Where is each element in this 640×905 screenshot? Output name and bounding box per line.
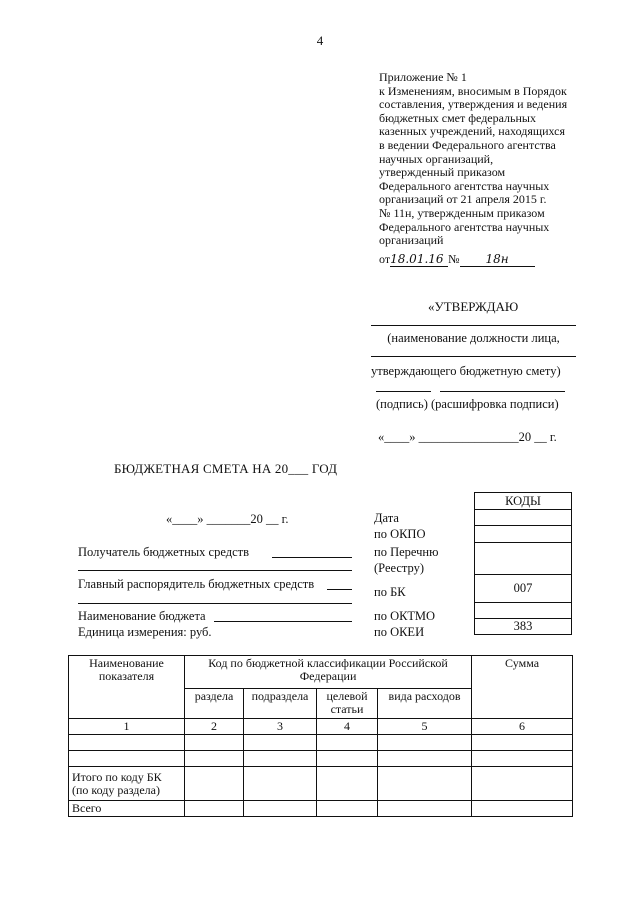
- order-reference: [379, 252, 535, 267]
- col-number: 5: [378, 719, 472, 735]
- code-label-okei: по ОКЕИ: [374, 625, 425, 639]
- col-header-sum: Сумма: [472, 656, 573, 719]
- approval-line: [371, 356, 576, 357]
- appendix-line: казенных учреждений, находящихся: [379, 124, 566, 139]
- page-number: 4: [316, 33, 324, 48]
- approval-line: [371, 325, 576, 326]
- budget-name-label: Наименование бюджета: [78, 609, 206, 623]
- col-header-code-group: Код по бюджетной классификации Российской Федерации: [185, 656, 472, 689]
- col-number: 2: [185, 719, 244, 735]
- signature-decoding-line: [440, 391, 565, 392]
- recipient-field-line: [272, 557, 352, 558]
- codes-header: КОДЫ: [475, 493, 572, 510]
- code-label-oktmo: по ОКТМО: [374, 609, 436, 623]
- order-no-label: №: [448, 252, 460, 266]
- code-cell-date: [475, 510, 572, 526]
- budget-table: [68, 655, 573, 817]
- appendix-line: в ведении Федерального агентства: [379, 137, 556, 152]
- appendix-block: [379, 71, 594, 248]
- table-row: [69, 751, 573, 767]
- col-header-target: целевой статьи: [317, 689, 378, 719]
- approval-title: «УТВЕРЖДАЮ: [428, 299, 519, 314]
- code-label-bk: по БК: [374, 585, 406, 599]
- document-date: «____» _______20 __ г.: [166, 512, 289, 526]
- main-manager-field-line: [78, 603, 352, 604]
- col-header-expense: вида расходов: [378, 689, 472, 719]
- signature-line: [376, 391, 431, 392]
- code-cell-okei: 383: [475, 619, 572, 635]
- codes-table: [474, 492, 572, 635]
- code-label-date: Дата: [374, 511, 399, 525]
- col-header-subsection: подраздела: [244, 689, 317, 719]
- code-cell-oktmo: [475, 603, 572, 619]
- table-row-grand-total: [69, 801, 573, 817]
- recipient-label: Получатель бюджетных средств: [78, 545, 250, 559]
- appendix-line: к Изменениям, вносимым в Порядок: [379, 83, 567, 98]
- appendix-line: составления, утверждения и ведения: [379, 97, 568, 112]
- order-from-label: от: [379, 252, 391, 266]
- code-cell-okpo: [475, 526, 572, 543]
- col-header-section: раздела: [185, 689, 244, 719]
- appendix-line: Федерального агентства научных: [379, 219, 550, 234]
- appendix-line: научных организаций,: [379, 151, 494, 166]
- col-number: 6: [472, 719, 573, 735]
- recipient-field-line: [78, 570, 352, 571]
- appendix-line: утвержденный приказом: [379, 165, 506, 180]
- appendix-line: Приложение № 1: [379, 70, 467, 84]
- code-label-registry: (Реестру): [374, 561, 425, 575]
- code-label-registry: по Перечню: [374, 545, 439, 559]
- approval-date: «____» ________________20 __ г.: [378, 430, 557, 444]
- appendix-line: Федерального агентства научных: [379, 178, 550, 193]
- order-number: 18н: [460, 252, 535, 267]
- total-bk-label: Итого по коду БК (по коду раздела): [69, 767, 185, 801]
- document-title: БЮДЖЕТНАЯ СМЕТА НА 20___ ГОД: [114, 461, 338, 476]
- budget-name-field-line: [214, 621, 352, 622]
- order-date: 18.01.16: [390, 252, 448, 267]
- col-number: 1: [69, 719, 185, 735]
- col-number: 3: [244, 719, 317, 735]
- main-manager-label: Главный распорядитель бюджетных средств: [78, 577, 315, 591]
- unit-label: Единица измерения: руб.: [78, 625, 212, 639]
- code-label-okpo: по ОКПО: [374, 527, 426, 541]
- code-cell-registry: [475, 543, 572, 575]
- approval-position-label: (наименование должности лица,: [387, 331, 560, 345]
- code-cell-bk: 007: [475, 575, 572, 603]
- grand-total-label: Всего: [69, 801, 185, 817]
- appendix-line: № 11н, утвержденным приказом: [379, 205, 545, 220]
- col-header-name: Наименование показателя: [69, 656, 185, 719]
- appendix-line: организаций: [379, 233, 444, 248]
- table-row-total-bk: [69, 767, 573, 801]
- col-number: 4: [317, 719, 378, 735]
- main-manager-field-line: [327, 589, 352, 590]
- appendix-line: бюджетных смет федеральных: [379, 110, 536, 125]
- table-row: [69, 735, 573, 751]
- appendix-line: организаций от 21 апреля 2015 г.: [379, 192, 547, 207]
- signature-label: (подпись) (расшифровка подписи): [376, 397, 559, 411]
- approval-position-label: утверждающего бюджетную смету): [371, 364, 561, 378]
